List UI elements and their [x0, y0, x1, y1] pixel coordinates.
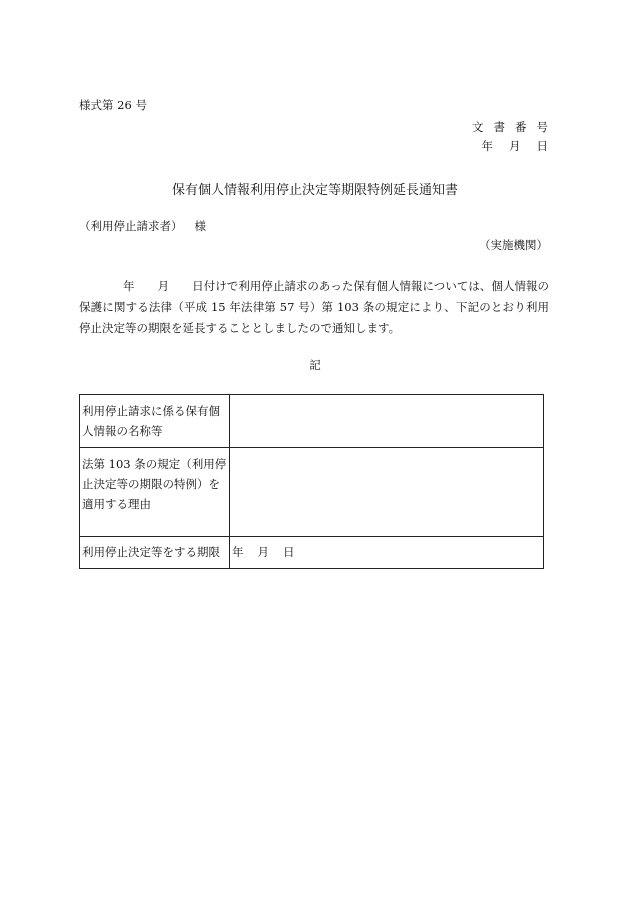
issuer: （実施機関） [479, 238, 548, 252]
header-date-month: 月 [509, 139, 521, 153]
table-row [80, 448, 544, 537]
row-label-reason: 法第 103 条の規定（利用停止決定等の期限の特例）を適用する理由 [80, 448, 230, 537]
detail-table [79, 394, 544, 569]
row-label-deadline: 利用停止決定等をする期限 [80, 537, 230, 569]
header-date [466, 138, 549, 154]
header-date-day: 日 [536, 139, 548, 153]
body-date-month: 月 [157, 279, 170, 293]
deadline-day: 日 [283, 545, 295, 559]
recipient-honorific: 様 [194, 219, 206, 233]
recipient [79, 218, 206, 234]
row-label-info-name: 利用停止請求に係る保有個人情報の名称等 [80, 395, 230, 448]
table-row [80, 395, 544, 448]
body-date-year: 年 [123, 279, 135, 293]
deadline-month: 月 [257, 545, 269, 559]
ki-heading: 記 [309, 358, 321, 372]
document-number: 文書番号 [472, 120, 558, 134]
body-text: 日付けで利用停止請求のあった保有個人情報については、個人情報の保護に関する法律（平成 15 年法律第 57 号）第 103 条の規定により、下記のとおり利用停止決定等の期限を延長することとしましたので通知します。 [79, 279, 550, 335]
body-paragraph [79, 276, 549, 339]
row-value-reason [230, 448, 544, 537]
row-value-deadline [230, 537, 544, 569]
form-number: 様式第 26 号 [79, 98, 147, 112]
table-row [80, 537, 544, 569]
row-value-info-name [230, 395, 544, 448]
deadline-year: 年 [232, 545, 244, 559]
recipient-name: （利用停止請求者） [79, 219, 183, 233]
document-title: 保有個人情報利用停止決定等期限特例延長通知書 [171, 183, 458, 198]
header-date-year: 年 [481, 139, 493, 153]
